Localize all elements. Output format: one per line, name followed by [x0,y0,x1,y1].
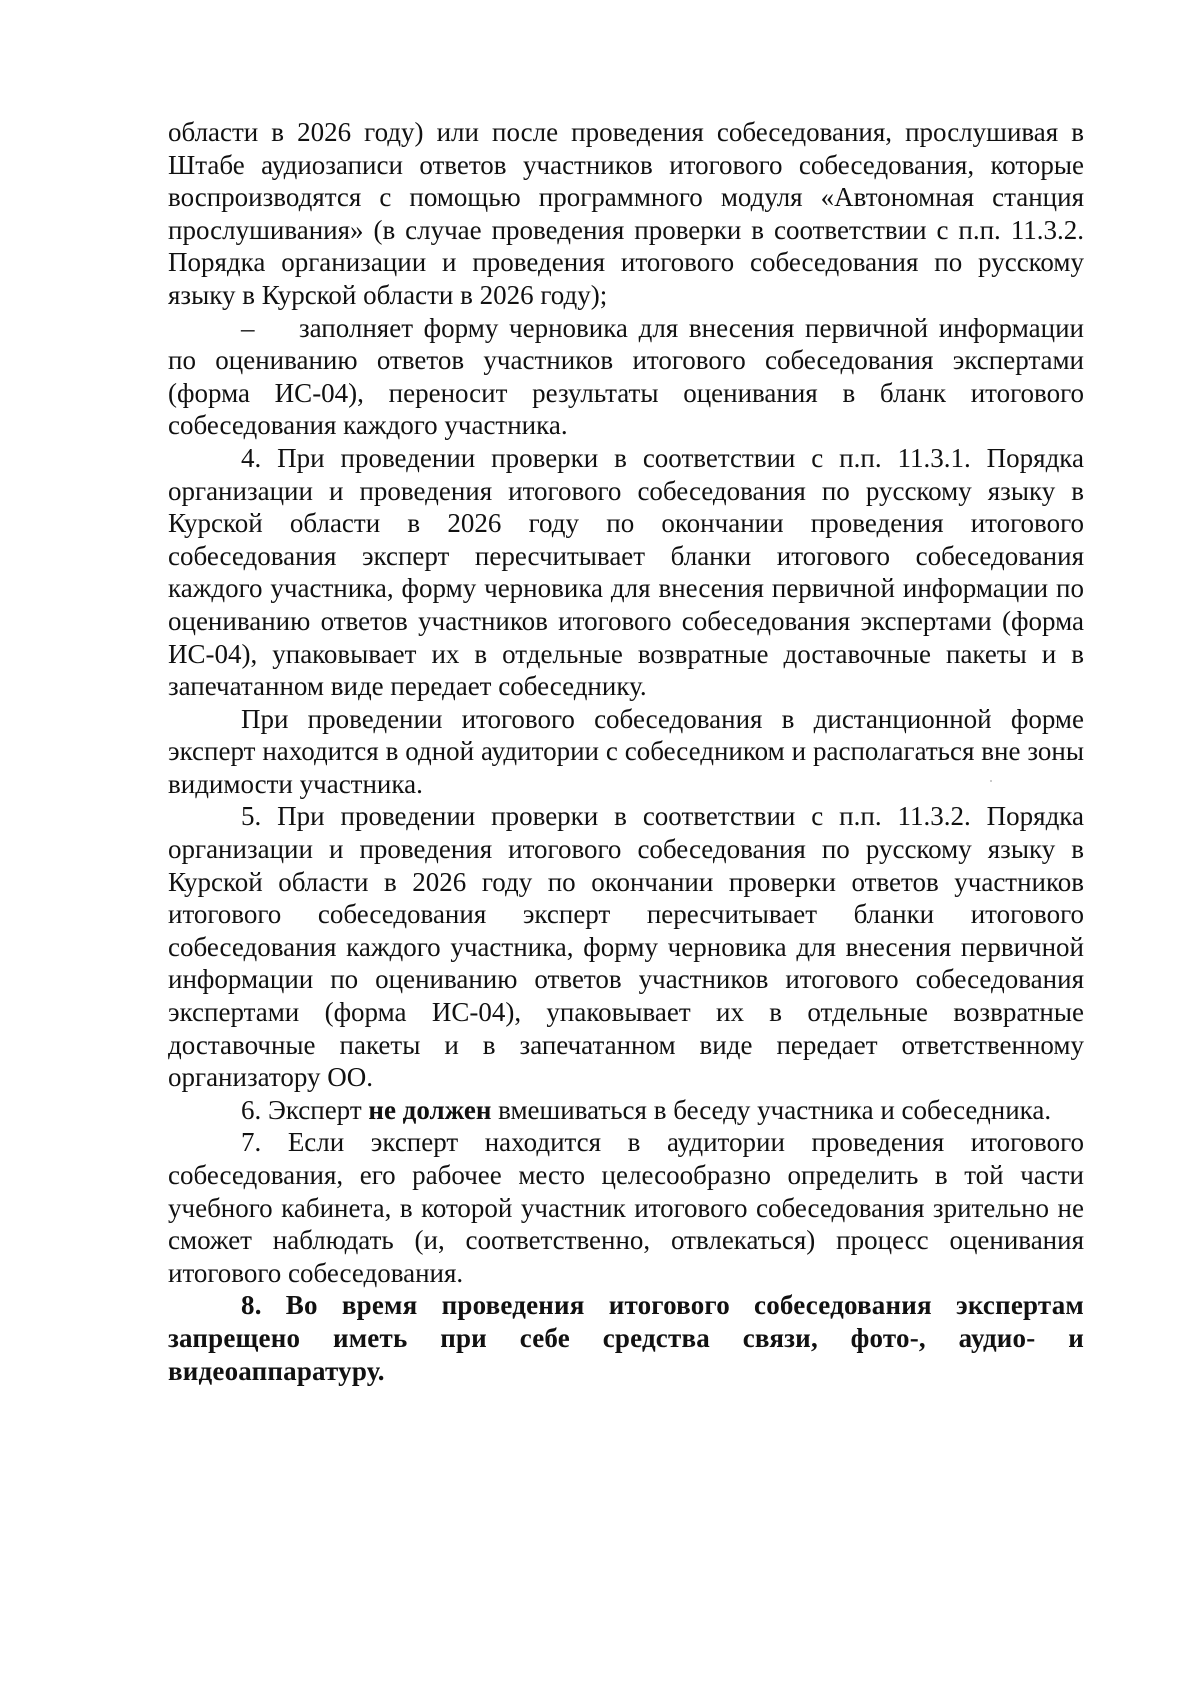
item-6-end: вмешиваться в беседу участника и собеседника. [491,1094,1052,1125]
item-6-emphasis: не должен [368,1094,492,1125]
scan-artifact [990,780,992,782]
document-body [168,116,1084,1387]
paragraph-dash-item [168,312,1084,442]
paragraph-continuation: области в 2026 году) или после проведения собеседования, прослушивая в Штабе аудиозаписи ответов участников итогового собеседования, которые воспроизводятся с помощью программного модуля «Автономная станция прослушивания» (в случае проведения проверки в соответствии с п.п. 11.3.2. Порядка организации и проведения итогового собеседования по русскому языку в Курской области в 2026 году); [168,117,1084,310]
paragraph-item-5: 5. При проведении проверки в соответствии с п.п. 11.3.2. Порядка организации и проведения итогового собеседования по русскому языку в Курской области в 2026 году по окончании проверки ответов участников итогового собеседования эксперт пересчитывает бланки итогового собеседования каждого участника, форму черновика для внесения первичной информации по оцениванию ответов участников итогового собеседования экспертами (форма ИС-04), упаковывает их в отдельные возвратные доставочные пакеты и в запечатанном виде передает ответственному организатору ОО. [168,801,1084,1093]
paragraph-item-4: 4. При проведении проверки в соответствии с п.п. 11.3.1. Порядка организации и проведения итогового собеседования по русскому языку в Курской области в 2026 году по окончании проведения итогового собеседования эксперт пересчитывает бланки итогового собеседования каждого участника, форму черновика для внесения первичной информации по оцениванию ответов участников итогового собеседования экспертами (форма ИС-04), упаковывает их в отдельные возвратные доставочные пакеты и в запечатанном виде передает собеседнику. [168,442,1084,702]
paragraph-item-6 [168,1094,1084,1127]
paragraph-item-7: 7. Если эксперт находится в аудитории проведения итогового собеседования, его рабочее место целесообразно определить в той части учебного кабинета, в которой участник итогового собеседования зрительно не сможет наблюдать (и, соответственно, отвлекаться) процесс оценивания итогового собеседования. [168,1127,1084,1288]
dash-item-text: заполняет форму черновика для внесения первичной информации по оцениванию ответов участников итогового собеседования экспертами (форма ИС-04), переносит результаты оценивания в бланк итогового собеседования каждого участника. [168,312,1084,441]
item-6-start: 6. Эксперт [241,1094,369,1125]
paragraph-remote-form: При проведении итогового собеседования в дистанционной форме эксперт находится в одной аудитории с собеседником и располагаться вне зоны видимости участника. [168,703,1084,799]
dash-marker: – [241,312,255,343]
paragraph-item-8: 8. Во время проведения итогового собеседования экспертам запрещено иметь при себе средства связи, фото-, аудио- и видеоаппаратуру. [168,1290,1084,1386]
